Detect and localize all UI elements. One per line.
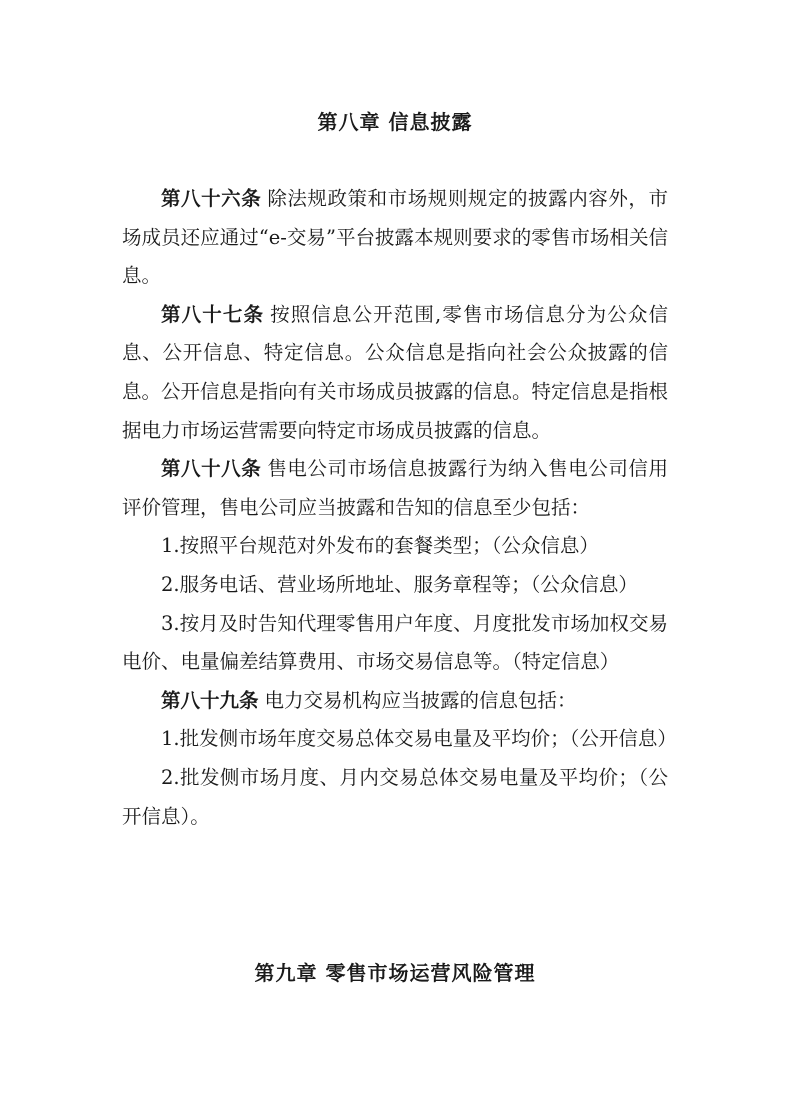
article-86-label: 第八十六条 [161,187,262,210]
article-86-text: 除法规政策和市场规则规定的披露内容外，市场成员还应通过“e-交易”平台披露本规则要求的零售市场相关信息。 [122,187,668,288]
document-body [122,180,677,836]
chapter-8-title: 第八章 信息披露 [317,110,473,134]
article-87 [122,296,668,450]
article-88-label: 第八十八条 [161,457,262,481]
article-89-item-2: 2.批发侧市场月度、月内交易总体交易电量及平均价；（公开信息）。 [122,765,668,828]
article-87-label: 第八十七条 [161,302,265,326]
article-88-item-2: 2.服务电话、营业场所地址、服务章程等；（公众信息） [161,572,638,596]
article-88-item-3: 3.按月及时告知代理零售用户年度、月度批发市场加权交易电价、电量偏差结算费用、市场交易信息等。（特定信息） [122,611,668,674]
article-89-item-1: 1.批发侧市场年度交易总体交易电量及平均价；（公开信息） [161,727,677,751]
article-87-text: 按照信息公开范围,零售市场信息分为公众信息、公开信息、特定信息。公众信息是指向社会公众披露的信息。公开信息是指向有关市场成员披露的信息。特定信息是指根据电力市场运营需要向特定市场成员披露的信息。 [122,302,669,442]
chapter-9-title: 第九章 零售市场运营风险管理 [254,961,536,985]
article-88 [122,450,668,527]
article-88-text: 售电公司市场信息披露行为纳入售电公司信用评价管理，售电公司应当披露和告知的信息至少包括： [122,457,668,519]
article-89-text: 电力交易机构应当披露的信息包括： [264,688,577,712]
article-88-item-1: 1.按照平台规范对外发布的套餐类型；（公众信息） [161,534,599,558]
article-86 [122,180,668,296]
article-89-label: 第八十九条 [161,688,259,712]
article-89 [122,682,668,721]
